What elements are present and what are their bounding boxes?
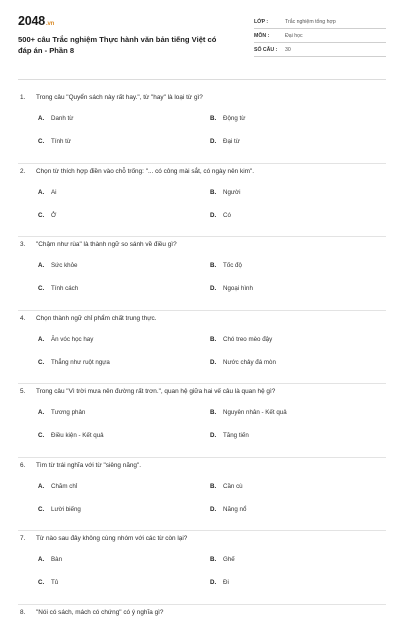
option-text: Đi (223, 579, 229, 586)
option-text: Đại từ (223, 138, 240, 145)
option-b[interactable] (210, 483, 243, 490)
question-text (20, 94, 203, 101)
option-text: Thẳng như ruột ngựa (51, 358, 110, 366)
question-text (20, 535, 187, 542)
question-number: 2. (20, 167, 26, 175)
option-b[interactable] (210, 336, 272, 343)
option-letter: D. (210, 211, 217, 219)
option-b[interactable] (210, 409, 287, 416)
option-text: Lười biếng (51, 505, 81, 513)
question-3 (18, 237, 386, 311)
option-c[interactable] (38, 579, 58, 586)
option-letter: D. (210, 505, 217, 513)
question-text (20, 315, 156, 322)
question-number: 5. (20, 388, 26, 395)
option-d[interactable] (210, 212, 231, 219)
option-letter: D. (210, 138, 217, 145)
question-prompt: Trong câu "Quyển sách này rất hay.", từ "hay" là loại từ gì? (36, 94, 203, 101)
option-letter: D. (210, 285, 217, 292)
option-text: Người (223, 188, 241, 196)
meta-row-subject (254, 29, 386, 43)
logo-tld: .vn (46, 21, 55, 27)
question-7 (18, 531, 386, 605)
option-a[interactable] (38, 556, 62, 563)
option-letter: B. (210, 409, 217, 416)
option-letter: D. (210, 579, 217, 586)
question-prompt: Chọn từ thích hợp điền vào chỗ trống: "... có công mài sắt, có ngày nên kim". (36, 167, 254, 175)
question-6 (18, 458, 386, 532)
question-prompt: "Nói có sách, mách có chứng" có ý nghĩa gì? (36, 608, 164, 616)
meta-value: Trắc nghiệm tổng hợp (285, 18, 336, 25)
option-letter: B. (210, 188, 217, 196)
option-a[interactable] (38, 336, 93, 343)
option-text: Tương phản (51, 409, 86, 416)
option-letter: B. (210, 482, 217, 490)
option-text: Năng nổ (223, 505, 247, 513)
meta-row-count (254, 43, 386, 57)
question-number: 8. (20, 608, 26, 616)
option-text: Tính cách (51, 285, 79, 292)
question-prompt: "Chậm như rùa" là thành ngữ so sánh về điều gì? (36, 241, 177, 248)
meta-table (254, 15, 386, 57)
option-text: Chó treo mèo đậy (223, 335, 273, 343)
question-number: 4. (20, 314, 26, 322)
option-c[interactable] (38, 432, 104, 439)
option-letter: A. (38, 556, 45, 563)
meta-row-class (254, 15, 386, 29)
option-b[interactable] (210, 262, 242, 269)
option-b[interactable] (210, 556, 235, 563)
option-letter: A. (38, 409, 45, 416)
option-text: Chăm chỉ (51, 482, 78, 490)
option-letter: C. (38, 211, 45, 219)
question-text (20, 609, 163, 616)
option-text: Có (223, 211, 231, 219)
option-letter: A. (38, 188, 45, 196)
site-logo[interactable] (18, 14, 228, 28)
meta-key: SỐ CÂU : (254, 46, 278, 53)
question-1 (18, 90, 386, 164)
option-d[interactable] (210, 506, 246, 513)
option-d[interactable] (210, 432, 249, 439)
option-text: Cần cù (223, 482, 243, 490)
meta-key: MÔN : (254, 32, 270, 39)
header-divider (18, 79, 386, 80)
brand-block (18, 14, 228, 56)
option-letter: C. (38, 505, 45, 513)
option-text: Ai (51, 188, 57, 196)
option-text: Ngoại hình (223, 285, 253, 292)
option-text: Tăng tiến (223, 432, 249, 439)
option-a[interactable] (38, 189, 57, 196)
option-text: Tính từ (51, 138, 71, 145)
option-letter: A. (38, 482, 45, 490)
question-prompt: Trong câu "Vì trời mưa nên đường rất trơn.", quan hệ giữa hai vế câu là quan hệ gì? (36, 388, 276, 395)
option-letter: A. (38, 262, 45, 269)
option-b[interactable] (210, 115, 245, 122)
option-letter: B. (210, 262, 217, 269)
question-8 (18, 605, 386, 635)
option-d[interactable] (210, 359, 276, 366)
question-text (20, 462, 141, 469)
option-d[interactable] (210, 138, 240, 145)
option-letter: C. (38, 285, 45, 292)
option-text: Danh từ (51, 115, 74, 122)
option-letter: C. (38, 138, 45, 145)
question-4 (18, 311, 386, 385)
option-text: Tủ (51, 579, 59, 586)
option-a[interactable] (38, 115, 73, 122)
question-number: 7. (20, 535, 26, 542)
option-letter: D. (210, 358, 217, 366)
question-text (20, 168, 254, 175)
option-c[interactable] (38, 285, 78, 292)
option-text: Ở (51, 211, 57, 219)
option-text: Động từ (223, 115, 246, 122)
option-c[interactable] (38, 506, 81, 513)
option-text: Tốc độ (223, 262, 242, 269)
option-d[interactable] (210, 285, 253, 292)
question-list (18, 90, 386, 635)
option-text: Bàn (51, 556, 63, 563)
question-text (20, 241, 177, 248)
option-c[interactable] (38, 359, 110, 366)
meta-value: Đại học (285, 32, 303, 39)
option-a[interactable] (38, 262, 78, 269)
option-letter: C. (38, 579, 45, 586)
option-text: Điều kiện - Kết quả (51, 432, 104, 439)
option-text: Ghế (223, 556, 235, 563)
logo-text: 2048 (18, 14, 46, 28)
option-letter: D. (210, 432, 217, 439)
option-text: Ăn vóc học hay (51, 335, 94, 343)
option-letter: B. (210, 115, 217, 122)
option-letter: A. (38, 115, 45, 122)
option-text: Nguyên nhân - Kết quả (223, 409, 287, 416)
option-text: Nước chảy đá mòn (223, 358, 276, 366)
option-letter: C. (38, 358, 45, 366)
option-a[interactable] (38, 483, 77, 490)
question-text (20, 388, 275, 395)
question-2 (18, 164, 386, 238)
option-letter: B. (210, 335, 217, 343)
option-c[interactable] (38, 138, 71, 145)
question-number: 1. (20, 94, 26, 101)
option-text: Sức khỏe (51, 262, 78, 269)
question-prompt: Từ nào sau đây không cùng nhóm với các từ còn lại? (36, 535, 188, 542)
option-letter: C. (38, 432, 45, 439)
question-prompt: Tìm từ trái nghĩa với từ "siêng năng". (36, 461, 142, 469)
option-c[interactable] (38, 212, 56, 219)
question-number: 3. (20, 241, 26, 248)
option-letter: B. (210, 556, 217, 563)
meta-value: 30 (285, 46, 291, 53)
page-header (18, 14, 386, 74)
document-title: 500+ câu Trắc nghiệm Thực hành văn bản tiếng Việt có đáp án - Phần 8 (18, 35, 217, 55)
option-a[interactable] (38, 409, 85, 416)
question-prompt: Chọn thành ngữ chỉ phẩm chất trung thực. (36, 314, 157, 322)
option-d[interactable] (210, 579, 229, 586)
meta-key: LỚP : (254, 18, 269, 25)
option-letter: A. (38, 335, 45, 343)
question-number: 6. (20, 461, 26, 469)
option-b[interactable] (210, 189, 240, 196)
question-5 (18, 384, 386, 458)
